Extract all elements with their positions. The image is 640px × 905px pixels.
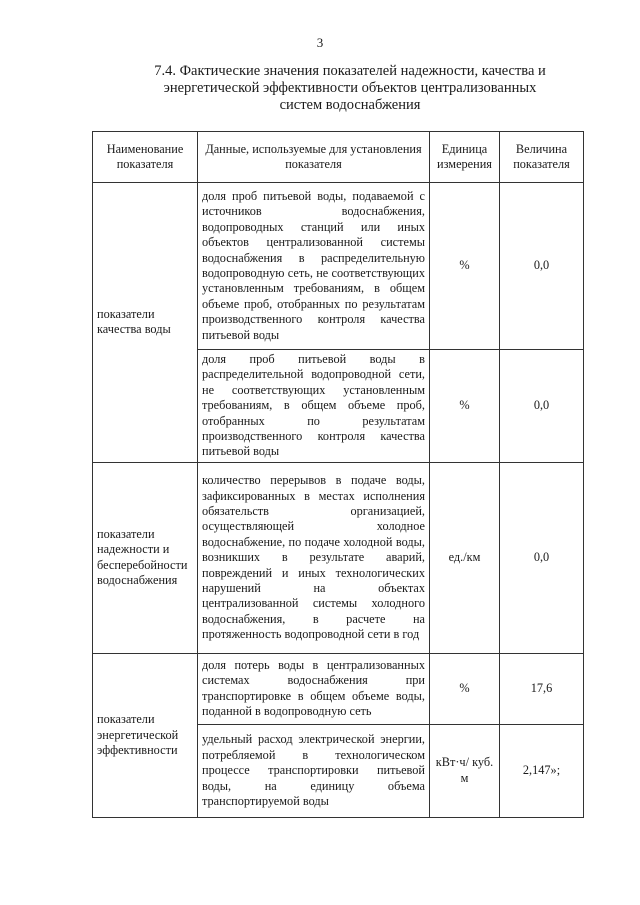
row-value: 2,147»; xyxy=(500,724,584,817)
header-indicator-name: Наименование показателя xyxy=(93,132,198,183)
header-unit: Единица измерения xyxy=(430,132,500,183)
page-number: 3 xyxy=(316,35,324,50)
group-name-reliability: показатели надежности и бесперебойности водоснабжения xyxy=(93,462,198,653)
group-name-water-quality: показатели качества воды xyxy=(93,183,198,463)
row-value: 0,0 xyxy=(500,462,584,653)
row-description: доля проб питьевой воды, подаваемой с источников водоснабжения, водопроводных станций или иных объектов централизованной системы водоснабжения в распределительную водопроводную сеть, не соответствующих установленным требованиям, в общем объеме проб, отобранных по результатам производственного контроля качества питьевой воды xyxy=(198,183,430,350)
row-description: доля потерь воды в централизованных системах водоснабжения при транспортировке в общем объеме воды, поданной в водопроводную сеть xyxy=(198,653,430,724)
row-description: удельный расход электрической энергии, потребляемой в технологическом процессе транспортировки питьевой воды, на единицу объема транспортируемой воды xyxy=(198,724,430,817)
row-value: 0,0 xyxy=(500,183,584,350)
heading-line: энергетической эффективности объектов централизованных xyxy=(163,80,537,96)
row-unit: ед./км xyxy=(430,462,500,653)
heading-line: 7.4. Фактические значения показателей надежности, качества и xyxy=(154,63,546,79)
indicators-table xyxy=(92,131,584,818)
row-value: 17,6 xyxy=(500,653,584,724)
row-description: доля проб питьевой воды в распределительной водопроводной сети, не соответствующих установленным требованиям, в общем объеме проб, отобранных по результатам производственного контроля качества питьевой воды xyxy=(198,350,430,463)
table-row xyxy=(93,462,584,653)
header-value: Величина показателя xyxy=(500,132,584,183)
row-unit: % xyxy=(430,350,500,463)
table-row xyxy=(93,183,584,350)
table-header-row xyxy=(93,132,584,183)
row-unit: кВт·ч/ куб. м xyxy=(430,724,500,817)
heading-line: систем водоснабжения xyxy=(279,97,421,113)
row-description: количество перерывов в подаче воды, зафиксированных в местах исполнения обязательств организацией, осуществляющей холодное водоснабжение, по подаче холодной воды, возникших в результате аварий, повреждений и иных технологических нарушений на объектах централизованной системы холодного водоснабжения, в расчете на протяженность водопроводной сети в год xyxy=(198,462,430,653)
row-unit: % xyxy=(430,653,500,724)
group-name-energy-efficiency: показатели энергетической эффективности xyxy=(93,653,198,817)
row-value: 0,0 xyxy=(500,350,584,463)
section-heading xyxy=(100,63,600,114)
header-data-used: Данные, используемые для установления показателя xyxy=(198,132,430,183)
row-unit: % xyxy=(430,183,500,350)
table-row xyxy=(93,653,584,724)
